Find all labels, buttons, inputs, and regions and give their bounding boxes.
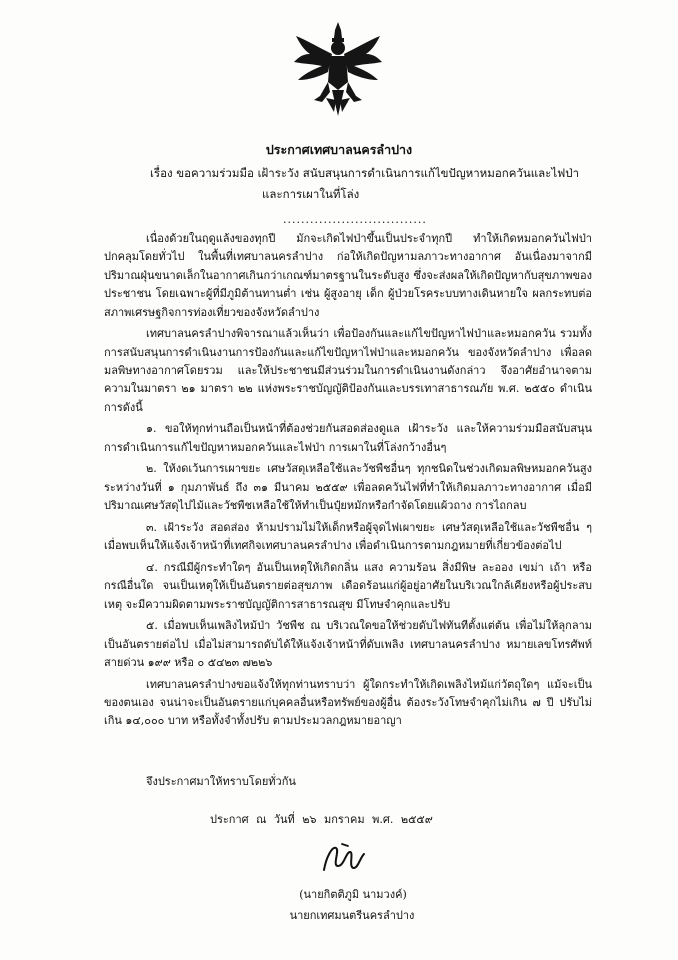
subject-line xyxy=(150,163,580,205)
paragraph-penalty: เทศบาลนครลำปางขอแจ้งให้ทุกท่านทราบว่า ผู้ใดกระทำให้เกิดเพลิงไหม้แก่วัตถุใดๆ แม้จะเป็นของตนเอง จนน่าจะเป็นอันตรายแก่บุคคลอื่นหรือทรัพย์ของผู้อื่น ต้องระวังโทษจำคุกไม่เกิน ๗ ปี ปรับไม่เกิน ๑๔,๐๐๐ บาท หรือทั้งจำทั้งปรับ ตามประมวลกฎหมายอาญา xyxy=(104,677,592,728)
subject-line-1: เรื่อง ขอความร่วมมือ เฝ้าระวัง สนับสนุนการดำเนินการแก้ไขปัญหาหมอกควันและไฟป่า xyxy=(150,166,580,180)
announcement-body xyxy=(104,230,592,734)
paragraph-intro: เนื่องด้วยในฤดูแล้งของทุกปี มักจะเกิดไฟป่าขึ้นเป็นประจำทุกปี ทำให้เกิดหมอกควันไฟป่าปกคลุมโดยทั่วไป ในพื้นที่เทศบาลนครลำปาง ก่อให้เกิดปัญหามลภาวะทางอากาศ อันเนื่องมาจากมีปริมาณฝุ่นขนาดเล็กในอากาศเกินกว่าเกณฑ์มาตรฐานในระดับสูง ซึ่งจะส่งผลให้เกิดปัญหากับสุขภาพของประชาชน โดยเฉพาะผู้ที่มีภูมิต้านทานต่ำ เช่น ผู้สูงอายุ เด็ก ผู้ป่วยโรคระบบทางเดินหายใจ ผลกระทบต่อสภาพเศรษฐกิจการท่องเที่ยวของจังหวัดลำปาง xyxy=(104,232,592,319)
paragraph-authority: เทศบาลนครลำปางพิจารณาแล้วเห็นว่า เพื่อป้องกันและแก้ไขปัญหาไฟป่าและหมอกควัน รวมทั้งการสนับสนุนการดำเนินงานการป้องกันและแก้ไขปัญหาไฟป่าและหมอกควัน ของจังหวัดลำปาง เพื่อลดมลพิษทางอากาศโดยรวม และให้ประชาชนมีส่วนร่วมในการดำเนินงานดังกล่าว จึงอาศัยอำนาจตามความในมาตรา ๒๑ มาตรา ๒๒ แห่งพระราชบัญญัติป้องกันและบรรเทาสาธารณภัย พ.ศ. ๒๕๕๐ ดำเนินการดังนี้ xyxy=(104,327,592,414)
measure-item-3: ๓. เฝ้าระวัง สอดส่อง ห้ามปรามไม่ให้เด็กหรือผู้จุดไฟเผาขยะ เศษวัสดุเหลือใช้และวัชพืชอื่น ๆ เมื่อพบเห็นให้แจ้งเจ้าหน้าที่เทศกิจเทศบาลนครลำปาง เพื่อดำเนินการตามกฎหมายที่เกี่ยวข้องต่อไป xyxy=(104,520,592,553)
separator-line: ................................ xyxy=(283,213,427,226)
garuda-emblem-icon xyxy=(292,20,384,120)
date-line: ประกาศ ณ วันที่ ๒๖ มกราคม พ.ศ. ๒๕๕๙ xyxy=(210,813,433,826)
handwritten-signature-icon xyxy=(318,840,368,876)
signer-name: (นายกิตติภูมิ นามวงค์) xyxy=(299,888,407,901)
measure-item-5: ๕. เมื่อพบเห็นเพลิงไหม้ป่า วัชพืช ณ บริเวณใดขอให้ช่วยดับไฟทันทีตั้งแต่ต้น เพื่อไม่ให้ลุกลามเป็นอันตรายต่อไป เมื่อไม่สามารถดับได้ให้แจ้งเจ้าหน้าที่ดับเพลิง เทศบาลนครลำปาง หมายเลขโทรศัพท์สายด่วน ๑๙๙ หรือ ๐ ๕๔๒๓ ๗๒๒๖ xyxy=(104,619,592,670)
subject-line-2: และการเผาในที่โล่ง xyxy=(262,187,360,201)
measure-item-2: ๒. ให้งดเว้นการเผาขยะ เศษวัสดุเหลือใช้และวัชพืชอื่นๆ ทุกชนิดในช่วงเกิดมลพิษหมอกควันสูง ระหว่างวันที่ ๑ กุมภาพันธ์ ถึง ๓๑ มีนาคม ๒๕๕๙ เพื่อลดควันไฟที่ทำให้เกิดมลภาวะทางอากาศ เมื่อมีปริมาณเศษวัสดุไปไม้และวัชพืชเหลือใช้ให้ทำเป็นปุ๋ยหมักหรือกำจัดโดยแผ้วถาง การไถกลบ xyxy=(104,462,592,513)
closing-statement: จึงประกาศมาให้ทราบโดยทั่วกัน xyxy=(146,775,296,788)
signer-position: นายกเทศมนตรีนครลำปาง xyxy=(289,909,415,922)
announcement-title: ประกาศเทศบาลนครลำปาง xyxy=(265,142,413,157)
measure-item-4: ๔. กรณีมีผู้กระทำใดๆ อันเป็นเหตุให้เกิดกลิ่น แสง ความร้อน สิ่งมีพิษ ละออง เขม่า เถ้า หรือกรณีอื่นใด จนเป็นเหตุให้เป็นอันตรายต่อสุขภาพ เดือดร้อนแก่ผู้อยู่อาศัยในบริเวณใกล้เคียงหรือผู้ประสบเหตุ จะมีความผิดตามพระราชบัญญัติการสาธารณสุข มีโทษจำคุกและปรับ xyxy=(104,560,592,611)
measure-item-1: ๑. ขอให้ทุกท่านถือเป็นหน้าที่ต้องช่วยกันสอดส่องดูแล เฝ้าระวัง และให้ความร่วมมือสนับสนุนการดำเนินการแก้ไขปัญหาหมอกควันและไฟป่า การเผาในที่โล่งกว้างอื่นๆ xyxy=(104,422,592,454)
